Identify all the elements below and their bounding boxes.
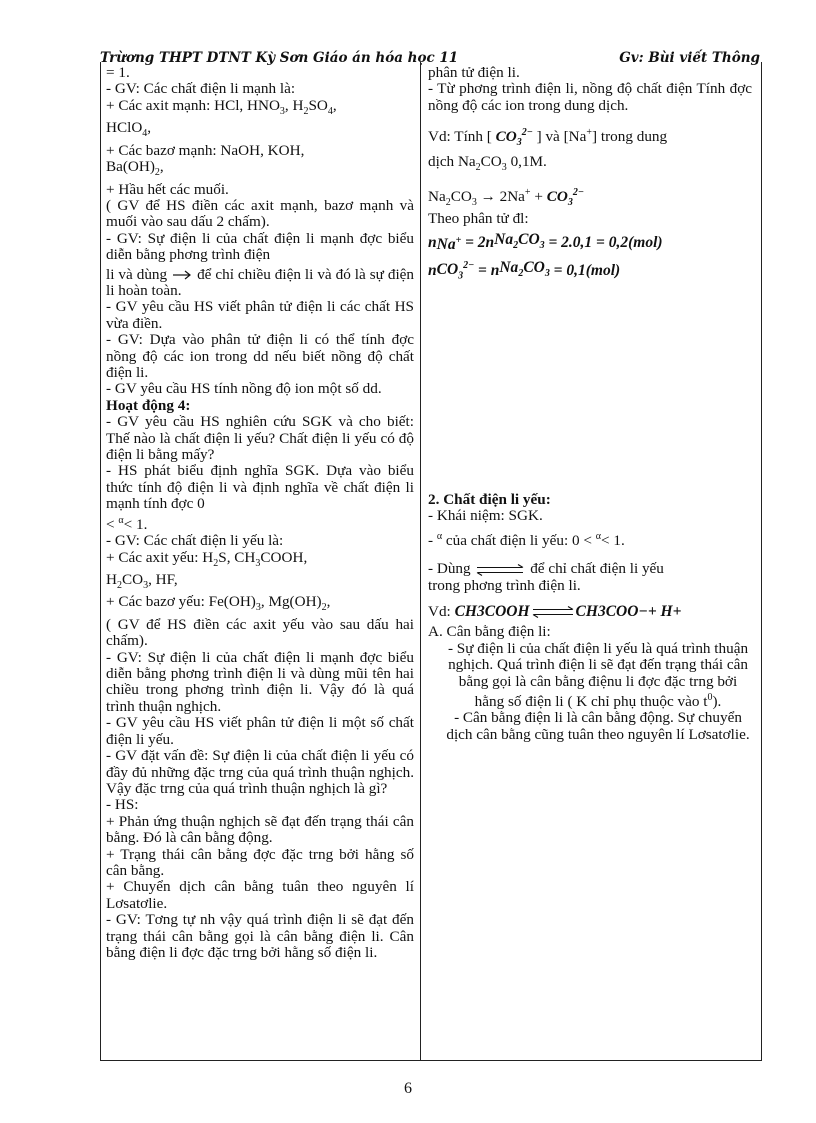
text-line: trong phơng trình điện li. xyxy=(428,576,581,594)
text-line: + Các axit mạnh: HCl, $HNO_3$, $H_2SO_4$, xyxy=(106,96,337,117)
text-line: + Trạng thái cân bằng đợc đặc trng bởi hằng số cân bằng. xyxy=(106,845,414,879)
equation-co3: n $CO_3^{2-}$ = n $Na_2CO_3$ = 0,1(mol) xyxy=(428,259,621,282)
lesson-table xyxy=(100,62,762,1061)
page-number: 6 xyxy=(404,1080,412,1097)
text-line: = 1. xyxy=(106,64,130,81)
right-arrow-icon xyxy=(171,269,193,281)
text-paragraph: - Sự điện li của chất điện li yếu là quá trình thuận nghịch. Quá trình điện li sẽ đạt đến trạng thái cân bằng gọi là cân bằng điệnu li đợc đặc trng bởi hằng số điện li ( K chỉ phụ thuộc vào $t^0$). xyxy=(447,639,749,710)
header-right: Gv: Bùi viết Thông xyxy=(619,50,760,66)
text-line: + Chuyển dịch cân bằng tuân theo nguyên lí Lơsatơlie. xyxy=(106,878,414,912)
header-left: Trừơng THPT DTNT Kỳ Sơn Giáo án hóa học 11 xyxy=(100,50,459,66)
equation-na: n Na+ = 2n $Na_2CO_3$ = 2.0,1 = 0,2(mol) xyxy=(428,230,663,253)
column-divider xyxy=(420,62,421,1060)
text-line: - GV: Các chất điện li mạnh là: xyxy=(106,80,296,98)
text-line: li và dùng để chỉ chiều điện li và đó là sự điện li hoàn toàn. xyxy=(106,265,415,299)
text-line: - $^\alpha$ của chất điện li yếu: 0 < $^\alpha$< 1. xyxy=(428,530,625,549)
text-line: $Na_2CO_3 \to 2Na^+ + CO_3^{2-}$ xyxy=(428,186,584,208)
text-line: HClO$_4$, xyxy=(106,119,152,140)
subsection-heading: A. Cân bằng điện li: xyxy=(428,623,551,641)
text-line: - Từ phơng trình điện li, nồng độ chất điện Tính đợc nồng độ các ion trong dung dịch. xyxy=(428,80,752,114)
equilibrium-arrow-icon xyxy=(474,564,526,576)
text-line: - HS phát biểu định nghĩa SGK. Dựa vào biểu thức tính độ điện li và định nghĩa về chất điện li mạnh tính đợc 0 xyxy=(106,462,414,513)
equilibrium-arrow-icon xyxy=(530,606,576,618)
text-line: ( GV để HS điền các axit mạnh, bazơ mạnh và muối vào sau dấu 2 chấm). xyxy=(106,196,414,231)
text-line: - GV yêu cầu HS tính nồng độ ion một số dd. xyxy=(106,380,382,398)
text-line: + Phản ứng thuận nghịch sẽ đạt đến trạng thái cân bằng. Đó là cân bằng động. xyxy=(106,812,414,847)
text-line: + Hầu hết các muối. xyxy=(106,180,229,198)
alpha-symbol: α xyxy=(118,514,124,526)
text-line: dịch $Na_2CO_3$ 0,1M. xyxy=(428,153,547,174)
text-line: Vd: Tính [ $CO_3^{2-}$ ] và [Na+] trong dung xyxy=(428,127,668,149)
equation-acetic: Vd: CH 3 COOH CH 3 COO − + H + xyxy=(428,602,682,620)
text-line: phân tử điện li. xyxy=(428,64,520,81)
text-line: + Các axit yếu: $H_2S$, $CH_3COOH$, xyxy=(106,548,308,569)
text-line: $H_2CO_3$, HF, xyxy=(106,570,178,591)
section-heading: 2. Chất điện li yếu: xyxy=(428,490,551,508)
left-column xyxy=(106,65,414,961)
text-line: $Ba(OH)_2$, xyxy=(106,158,164,179)
right-column xyxy=(428,65,752,743)
text-line: - GV: Tơng tự nh vậy quá trình điện li sẽ đạt đến trạng thái cân bằng gọi là cân bằng điện li. Cân bằng điện li đợc đặc trng bởi hằng số điện li. xyxy=(106,911,414,961)
text-line: + Các bazơ mạnh: NaOH, KOH, xyxy=(106,141,305,159)
text-line: - GV yêu cầu HS viết phân tử điện li các chất HS vừa điền. xyxy=(106,298,414,332)
text-line: - GV: Dựa vào phân tử điện li có thể tính đợc nồng độ các ion trong dd nếu biết nồng độ chất điện li. xyxy=(106,331,414,381)
text-line: + Các bazơ yếu: $Fe(OH)_3$, $Mg(OH)_2$, xyxy=(106,593,331,614)
text-line: - GV yêu cầu HS viết phân tử điện li một số chất điện li yếu. xyxy=(106,714,414,748)
text-line: ( GV để HS điền các axit yếu vào sau dấu hai chấm). xyxy=(106,615,414,650)
text-line: - Dùng để chỉ chất điện li yếu xyxy=(428,560,664,578)
text-line: - GV: Các chất điện li yếu là: xyxy=(106,532,284,550)
text-line: - GV: Sự điện li của chất điện li mạnh đợc biểu diễn bằng phơng trình điện xyxy=(106,229,414,264)
text-line: - GV yêu cầu HS nghiên cứu SGK và cho biết: Thế nào là chất điện li yếu? Chất điện li yếu có độ điện li bằng mấy? xyxy=(106,413,414,464)
text-line: Theo phân tử đl: xyxy=(428,210,529,228)
text-line: - HS: xyxy=(106,796,139,814)
text-line: - GV đặt vấn đề: Sự điện li của chất điện li yếu có đầy đủ những đặc trng của quá trình thuận nghịch. Vậy đặc trng của quá trình thuận nghịch là gì? xyxy=(106,747,414,797)
activity-heading: Hoạt động 4: xyxy=(106,396,191,414)
text-paragraph: - Cân bằng điện li là cân bằng động. Sự chuyển dịch cân bằng cũng tuân theo nguyên lí Lơsatơlie. xyxy=(446,709,750,743)
text-line: - Khái niệm: SGK. xyxy=(428,507,543,525)
text-line: - GV: Sự điện li của chất điện li mạnh đợc biểu diễn bằng phơng trình điện li và dùng mũi tên hai chiều trong phơng trình điện li. Vậy đó là quá trình thuận nghịch. xyxy=(106,648,414,715)
text-line: < $^\alpha$< 1. xyxy=(106,514,148,533)
